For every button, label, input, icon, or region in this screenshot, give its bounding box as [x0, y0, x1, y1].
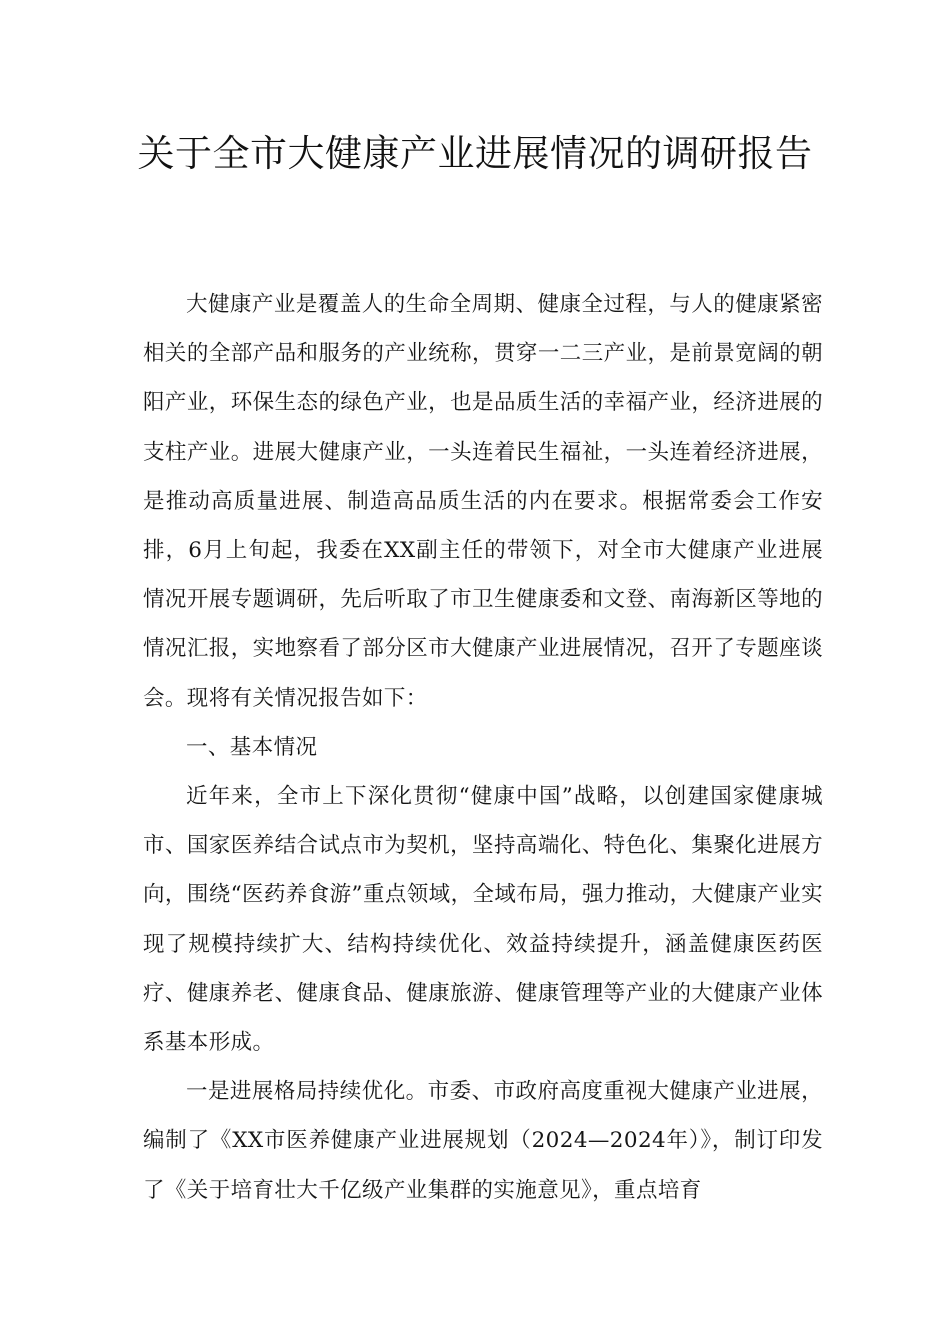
- intro-paragraph: 大健康产业是覆盖人的生命全周期、健康全过程，与人的健康紧密相关的全部产品和服务的产业统称，贯穿一二三产业，是前景宽阔的朝阳产业，环保生态的绿色产业，也是品质生活的幸福产业，经济进展的支柱产业。进展大健康产业，一头连着民生福祉，一头连着经济进展，是推动高质量进展、制造高品质生活的内在要求。根据常委会工作安排，6月上旬起，我委在XX副主任的带领下，对全市大健康产业进展情况开展专题调研，先后听取了市卫生健康委和文登、南海新区等地的情况汇报，实地察看了部分区市大健康产业进展情况，召开了专题座谈会。现将有关情况报告如下：: [143, 292, 823, 711]
- document-title: 关于全市大健康产业进展情况的调研报告: [137, 132, 813, 175]
- development-pattern-paragraph: 一是进展格局持续优化。市委、市政府高度重视大健康产业进展，编制了《XX市医养健康产业进展规划（2024—2024年）》，制订印发了《关于培育壮大千亿级产业集群的实施意见》，重点培育: [143, 1079, 823, 1203]
- basic-situation-paragraph: 近年来，全市上下深化贯彻“健康中国”战略，以创建国家健康城市、国家医养结合试点市为契机，坚持高端化、特色化、集聚化进展方向，围绕“医药养食游”重点领域，全域布局，强力推动，大健康产业实现了规模持续扩大、结构持续优化、效益持续提升，涵盖健康医药医疗、健康养老、健康食品、健康旅游、健康管理等产业的大健康产业体系基本形成。: [143, 784, 823, 1056]
- document-body: [143, 280, 823, 1215]
- section-heading-basic-situation: 一、基本情况: [186, 734, 318, 760]
